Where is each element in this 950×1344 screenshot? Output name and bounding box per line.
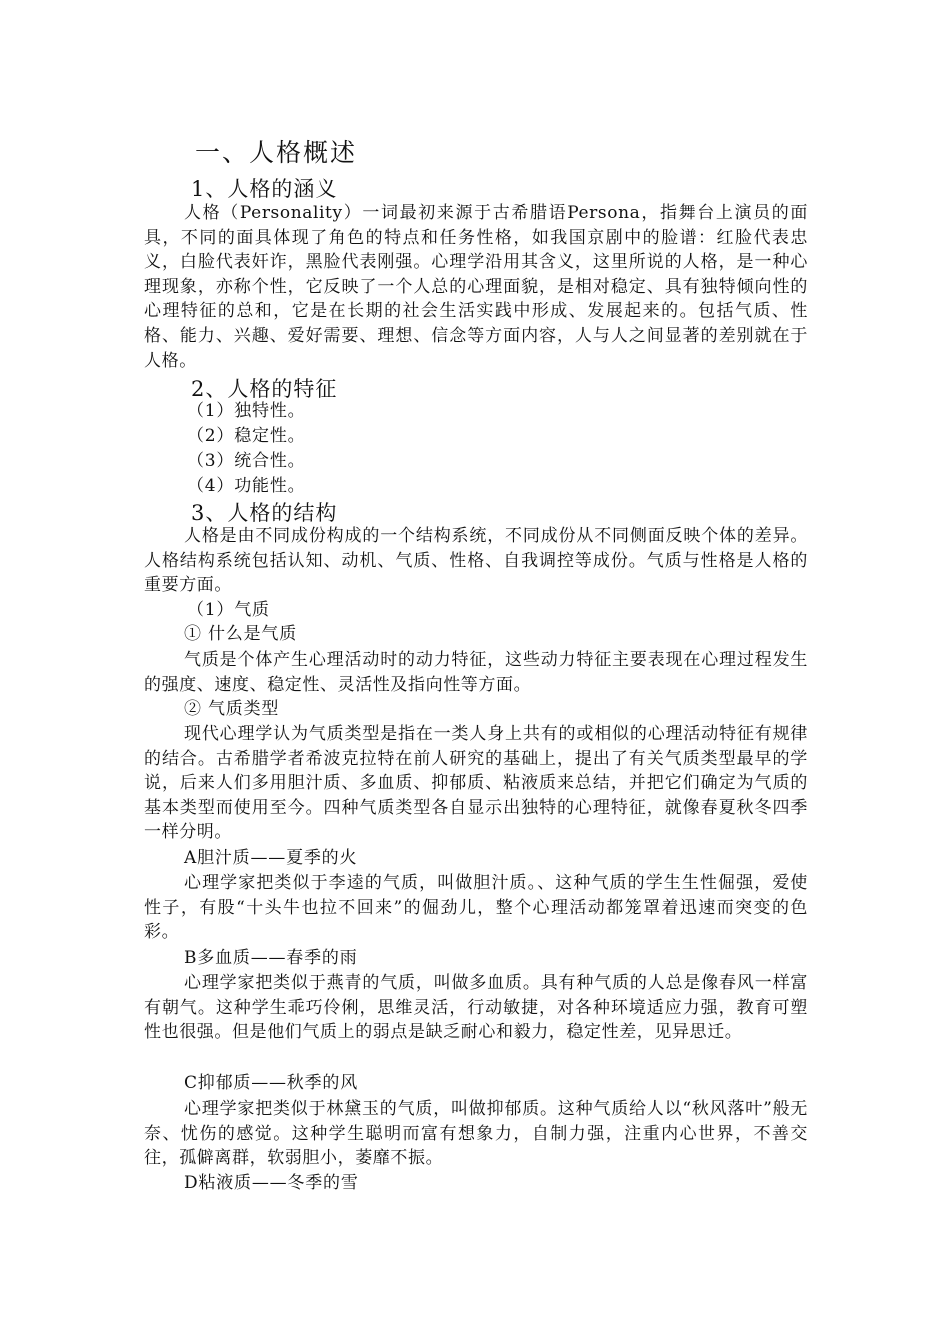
- subheading-temperament: （1）气质: [187, 600, 270, 620]
- type-b-title: B多血质——春季的雨: [184, 948, 358, 968]
- type-b-paragraph: 心理学家把类似于燕青的气质，叫做多血质。具有种气质的人总是像春风一样富有朝气。这种学生乖巧伶俐，思维灵活，行动敏捷，对各种环境适应力强，教育可塑性也很强。但是他们气质上的弱点是缺乏耐心和毅力，稳定性差，见异思迁。: [144, 973, 808, 1043]
- feature-item: （4）功能性。: [187, 476, 306, 496]
- feature-item: （3）统合性。: [187, 451, 306, 471]
- feature-item: （1）独特性。: [187, 401, 306, 421]
- paragraph-temperament-definition: 气质是个体产生心理活动时的动力特征，这些动力特征主要表现在心理过程发生的强度、速度、稳定性、灵活性及指向性等方面。: [144, 650, 808, 695]
- paragraph-meaning: 人格（Personality）一词最初来源于古希腊语Persona，指舞台上演员的面具，不同的面具体现了角色的特点和任务性格，如我国京剧中的脸谱：红脸代表忠义，白脸代表奸诈，黑脸代表刚强。心理学沿用其含义，这里所说的人格，是一种心理现象，亦称个性，它反映了一个人总的心理面貌，是相对稳定、具有独特倾向性的心理特征的总和，它是在长期的社会生活实践中形成、发展起来的。包括气质、性格、能力、兴趣、爱好需要、理想、信念等方面内容，人与人之间显著的差别就在于人格。: [144, 203, 808, 371]
- question-what-is-temperament: ① 什么是气质: [184, 624, 298, 644]
- section-heading-structure: 3、人格的结构: [191, 501, 338, 525]
- type-a-paragraph: 心理学家把类似于李逵的气质，叫做胆汁质。、这种气质的学生生性倔强，爱使性子，有股“十头牛也拉不回来”的倔劲儿，整个心理活动都笼罩着迅速而突变的色彩。: [144, 873, 808, 943]
- question-temperament-types: ② 气质类型: [184, 699, 280, 719]
- paragraph-temperament-types: 现代心理学认为气质类型是指在一类人身上共有的或相似的心理活动特征有规律的结合。古希腊学者希波克拉特在前人研究的基础上，提出了有关气质类型最早的学说，后来人们多用胆汁质、多血质、抑郁质、粘液质来总结，并把它们确定为气质的基本类型而使用至今。四种气质类型各自显示出独特的心理特征，就像春夏秋冬四季一样分明。: [144, 724, 808, 843]
- section-heading-features: 2、人格的特征: [191, 377, 338, 401]
- type-d-title: D粘液质——冬季的雪: [184, 1173, 359, 1193]
- chapter-heading: 一、人格概述: [195, 138, 358, 167]
- type-a-title: A胆汁质——夏季的火: [184, 848, 358, 868]
- section-heading-meaning: 1、人格的涵义: [191, 177, 338, 201]
- paragraph-structure: 人格是由不同成份构成的一个结构系统，不同成份从不同侧面反映个体的差异。人格结构系统包括认知、动机、气质、性格、自我调控等成份。气质与性格是人格的重要方面。: [144, 526, 808, 596]
- type-c-title: C抑郁质——秋季的风: [184, 1073, 359, 1093]
- type-c-paragraph: 心理学家把类似于林黛玉的气质，叫做抑郁质。这种气质给人以“秋风落叶”般无奈、忧伤的感觉。这种学生聪明而富有想象力，自制力强，注重内心世界，不善交往，孤僻离群，软弱胆小，萎靡不振。: [144, 1099, 808, 1169]
- feature-item: （2）稳定性。: [187, 426, 306, 446]
